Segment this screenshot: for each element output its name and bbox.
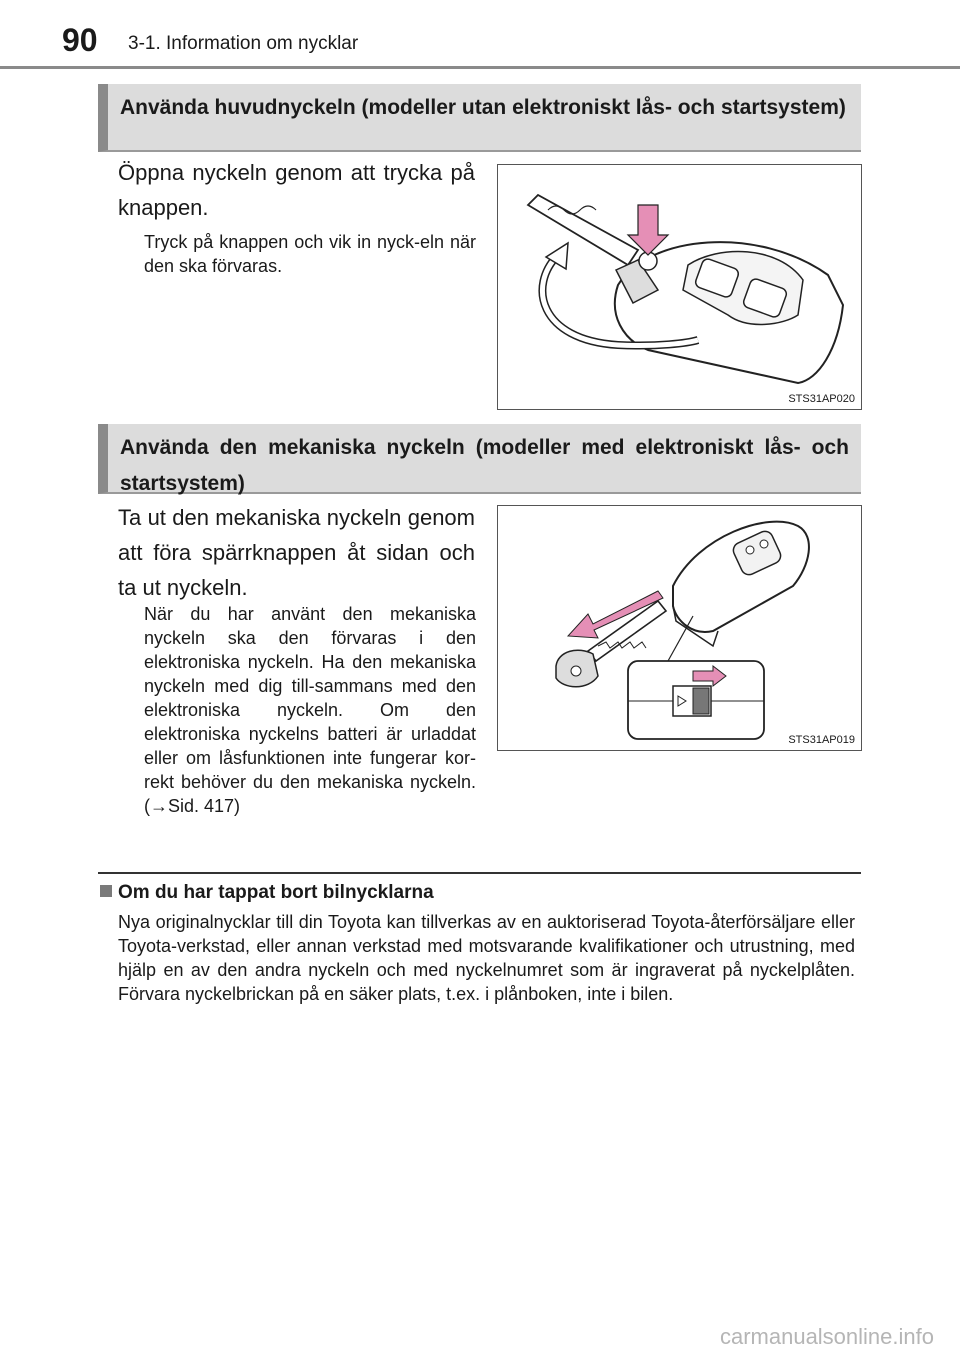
info-body: Nya originalnycklar till din Toyota kan tillverkas av en auktoriserad Toyota-återförsäljare eller Toyota-verkstad, eller annan verkstad med motsvarande kvalifikationer och utrustning, med hjälp en av den andra nyckeln och med nyckelnumret som är ingraverat på nyckelplåten. Förvara nyckelbrickan på en säker plats, t.ex. i plånboken, inte i bilen. [118,912,855,1004]
mechanical-key-illustration [498,506,862,751]
step-open-key: Öppna nyckeln genom att trycka på knappen. [118,160,475,220]
figure-code: STS31AP020 [788,393,855,405]
header-divider [0,66,960,69]
step-note-store-key: När du har använt den mekaniska nyckeln ska den förvaras i den elektroniska nyckeln. Ha den mekaniska nyckeln med dig till-sammans med den elektroniska nyckeln. Om den elektroniska nyckelns batteri är urladdat eller om låsfunktionen inte fungerar kor-rekt behöver du den mekaniska nyckeln. (→Sid. 417) [144,604,476,816]
folding-key-illustration [498,165,862,410]
step-remove-mechanical-key: Ta ut den mekaniska nyckeln genom att föra spärrknappen åt sidan och ta ut nyckeln. [118,505,475,600]
watermark: carmanualsonline.info [719,1324,934,1349]
info-heading-text: Om du har tappat bort bilnycklarna [118,882,434,903]
chapter-title: 3-1. Information om nycklar [128,33,359,54]
figure-folding-key [497,164,862,410]
section-heading-main-key: Använda huvudnyckeln (modeller utan elektroniskt lås- och startsystem) [98,84,861,152]
info-heading [100,882,434,904]
section-divider [98,872,861,874]
section-heading-mechanical-key: Använda den mekaniska nyckeln (modeller med elektroniskt lås- och startsystem) [98,424,861,494]
figure-code: STS31AP019 [788,734,855,746]
figure-mechanical-key [497,505,862,751]
page-number: 90 [62,22,98,58]
square-bullet-icon [100,885,112,897]
step-note-fold-key: Tryck på knappen och vik in nyck-eln när den ska förvaras. [144,232,476,276]
